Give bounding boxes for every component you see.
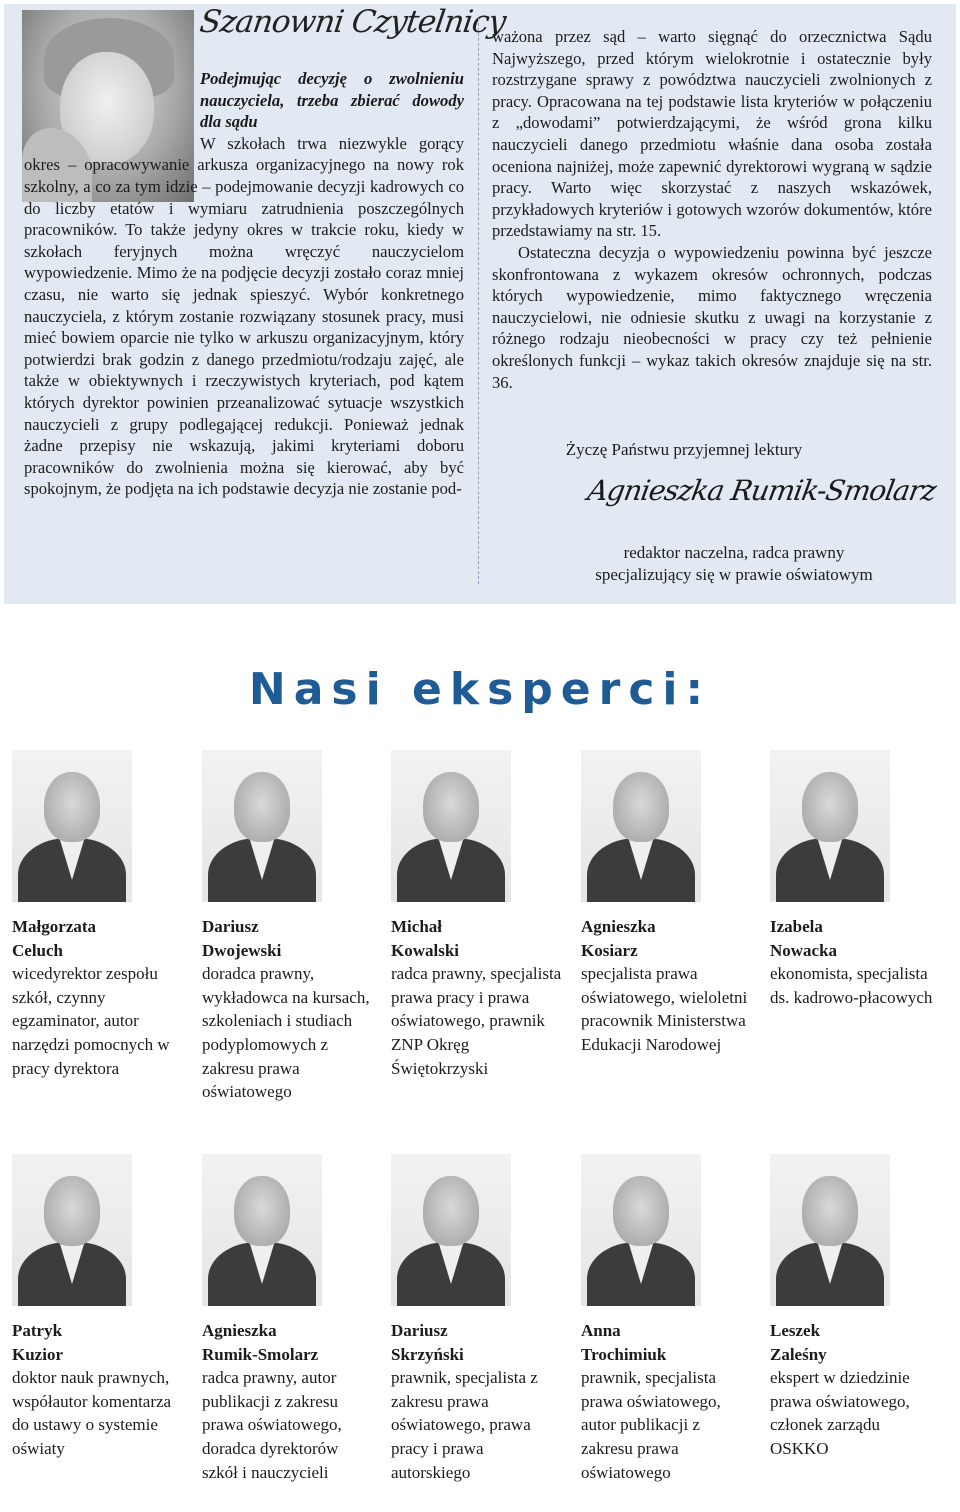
- expert-first-name: Dariusz: [391, 1321, 448, 1340]
- editor-signature: Agnieszka Rumik-Smolarz: [585, 474, 939, 507]
- editorial-left-text: W szkołach trwa niezwykle gorący okres – opracowywanie arkusza organizacyjnego na nowy rok szkolny, a co za tym idzie – podejmowanie decyzji kadrowych co do liczby etatów i wymiaru zatrudnienia poszczególnych pracowników. To także jedyny okres w trakcie roku, kiedy w szkołach feryjnych można wręczyć nauczycielom wypowiedzenie. Mimo że na podjęcie decyzji zostało coraz mniej czasu, nie warto się jednak spieszyć. Wybór konkretnego nauczyciela, z którym zostanie rozwiązany stosunek pracy, musi mieć bowiem oparcie nie tylko w arkuszu organizacyjnym, który potwierdzi brak godzin z danego przedmiotu/rodzaju zajęć, ale także w obiektywnych i rzeczywistych kryteriach, pod kątem których dyrektor powinien przeanalizować sytuacje wszystkich nauczycieli z grupy podlegającej redukcji. Ponieważ jednak żadne przepisy nie wskazują, jakimi kryteriami doboru pracowników do zwolnienia można się kierować, aby być spokojnym, że podjęta na ich podstawie decyzja nie zostanie pod-: [24, 133, 464, 499]
- expert-last-name: Trochimiuk: [581, 1344, 667, 1364]
- editor-role-line-2: specjalizujący się w prawie oświatowym: [595, 565, 873, 584]
- expert-card: [12, 915, 184, 1080]
- expert-photo: [12, 750, 132, 902]
- expert-description: doktor nauk prawnych, współautor komentarza do ustawy o systemie oświaty: [12, 1368, 172, 1458]
- expert-photo: [581, 750, 701, 902]
- expert-description: specjalista prawa oświatowego, wieloletni pracownik Ministerstwa Edukacji Narodowej: [581, 964, 748, 1054]
- expert-card: [581, 1319, 753, 1484]
- editorial-lead: Podejmując decyzję o zwolnieniu nauczyciela, trzeba zbierać dowody dla sądu: [200, 69, 464, 132]
- expert-first-name: Michał: [391, 917, 442, 936]
- expert-card: [770, 915, 942, 1009]
- expert-card: [391, 915, 563, 1080]
- expert-description: doradca prawny, wykładowca na kursach, szkoleniach i studiach podyplomowych z zakresu prawa oświatowego: [202, 964, 370, 1102]
- editor-role: [534, 542, 934, 586]
- expert-photo: [391, 750, 511, 902]
- expert-last-name: Nowacka: [770, 940, 838, 960]
- expert-photo: [770, 1154, 890, 1306]
- expert-last-name: Kowalski: [391, 940, 460, 960]
- editorial-right-text-2: Ostateczna decyzja o wypowiedzeniu powinna być jeszcze skonfrontowana z wykazem okresów ochronnych, podczas których wypowiedzenie, mimo faktycznego wręczenia nauczycielowi, nie odniesie skutku z uwagi na korzystanie z różnego rodzaju nieobecności w pracy czy też pełnienie określonych funkcji – wykaz takich okresów znajduje się na str. 36.: [492, 242, 932, 392]
- editorial-greeting: Szanowni Czytelnicy: [197, 4, 508, 40]
- expert-card: [12, 1319, 184, 1461]
- expert-first-name: Patryk: [12, 1321, 63, 1340]
- expert-description: prawnik, specjalista z zakresu prawa oświatowego, prawa pracy i prawa autorskiego: [391, 1368, 538, 1482]
- expert-card: [770, 1319, 942, 1461]
- expert-last-name: Skrzyński: [391, 1344, 464, 1364]
- expert-card: [391, 1319, 563, 1484]
- expert-description: radca prawny, specjalista prawa pracy i prawa oświatowego, prawnik ZNP Okręg Świętokrzyski: [391, 964, 562, 1078]
- editor-role-line-1: redaktor naczelna, radca prawny: [623, 543, 845, 562]
- expert-last-name: Zaleśny: [770, 1344, 827, 1364]
- expert-first-name: Dariusz: [202, 917, 259, 936]
- expert-description: ekspert w dziedzinie prawa oświatowego, członek zarządu OSKKO: [770, 1368, 910, 1458]
- expert-last-name: Kosiarz: [581, 940, 638, 960]
- expert-description: radca prawny, autor publikacji z zakresu prawa oświatowego, doradca dyrektorów szkół i nauczycieli: [202, 1368, 342, 1482]
- expert-photo: [391, 1154, 511, 1306]
- expert-first-name: Izabela: [770, 917, 823, 936]
- expert-last-name: Dwojewski: [202, 940, 282, 960]
- expert-last-name: Celuch: [12, 940, 63, 960]
- expert-photo: [202, 1154, 322, 1306]
- expert-card: [581, 915, 753, 1057]
- editorial-right-column: [492, 26, 932, 393]
- column-divider: [478, 18, 479, 584]
- expert-photo: [12, 1154, 132, 1306]
- expert-first-name: Agnieszka: [202, 1321, 277, 1340]
- experts-title: Nasi eksperci:: [248, 664, 712, 715]
- expert-description: prawnik, specjalista prawa oświatowego, autor publikacji z zakresu prawa oświatowego: [581, 1368, 721, 1482]
- expert-photo: [581, 1154, 701, 1306]
- expert-card: [202, 915, 374, 1104]
- expert-photo: [770, 750, 890, 902]
- editorial-wishes: Życzę Państwu przyjemnej lektury: [565, 440, 803, 459]
- expert-first-name: Agnieszka: [581, 917, 656, 936]
- expert-last-name: Kuzior: [12, 1344, 63, 1364]
- expert-description: ekonomista, specjalista ds. kadrowo-płacowych: [770, 964, 933, 1007]
- expert-description: wicedyrektor zespołu szkół, czynny egzaminator, autor narzędzi pomocnych w pracy dyrektora: [12, 964, 170, 1078]
- expert-photo: [202, 750, 322, 902]
- expert-first-name: Leszek: [770, 1321, 821, 1340]
- editorial-left-column: [24, 68, 464, 500]
- expert-last-name: Rumik-Smolarz: [202, 1344, 319, 1364]
- editorial-right-text-1: ważona przez sąd – warto sięgnąć do orzecznictwa Sądu Najwyższego, przed którym wielokrotnie i ostatecznie były rozstrzygane sprawy z powództwa nauczycieli zwolnionych z pracy. Opracowana na tej podstawie lista kryteriów w połączeniu z „dowodami” potwierdzającymi, że wśród grona kilku nauczycieli danego przedmiotu właśnie dana osoba została oceniona najniżej, może zapewnić dyrektorowi wygraną w sądzie pracy. Warto więc skorzystać z naszych wskazówek, przykładowych kryteriów i gotowych wzorów dokumentów, które przedstawiamy na str. 15.: [492, 27, 932, 241]
- expert-first-name: Małgorzata: [12, 917, 97, 936]
- expert-card: [202, 1319, 374, 1484]
- expert-first-name: Anna: [581, 1321, 621, 1340]
